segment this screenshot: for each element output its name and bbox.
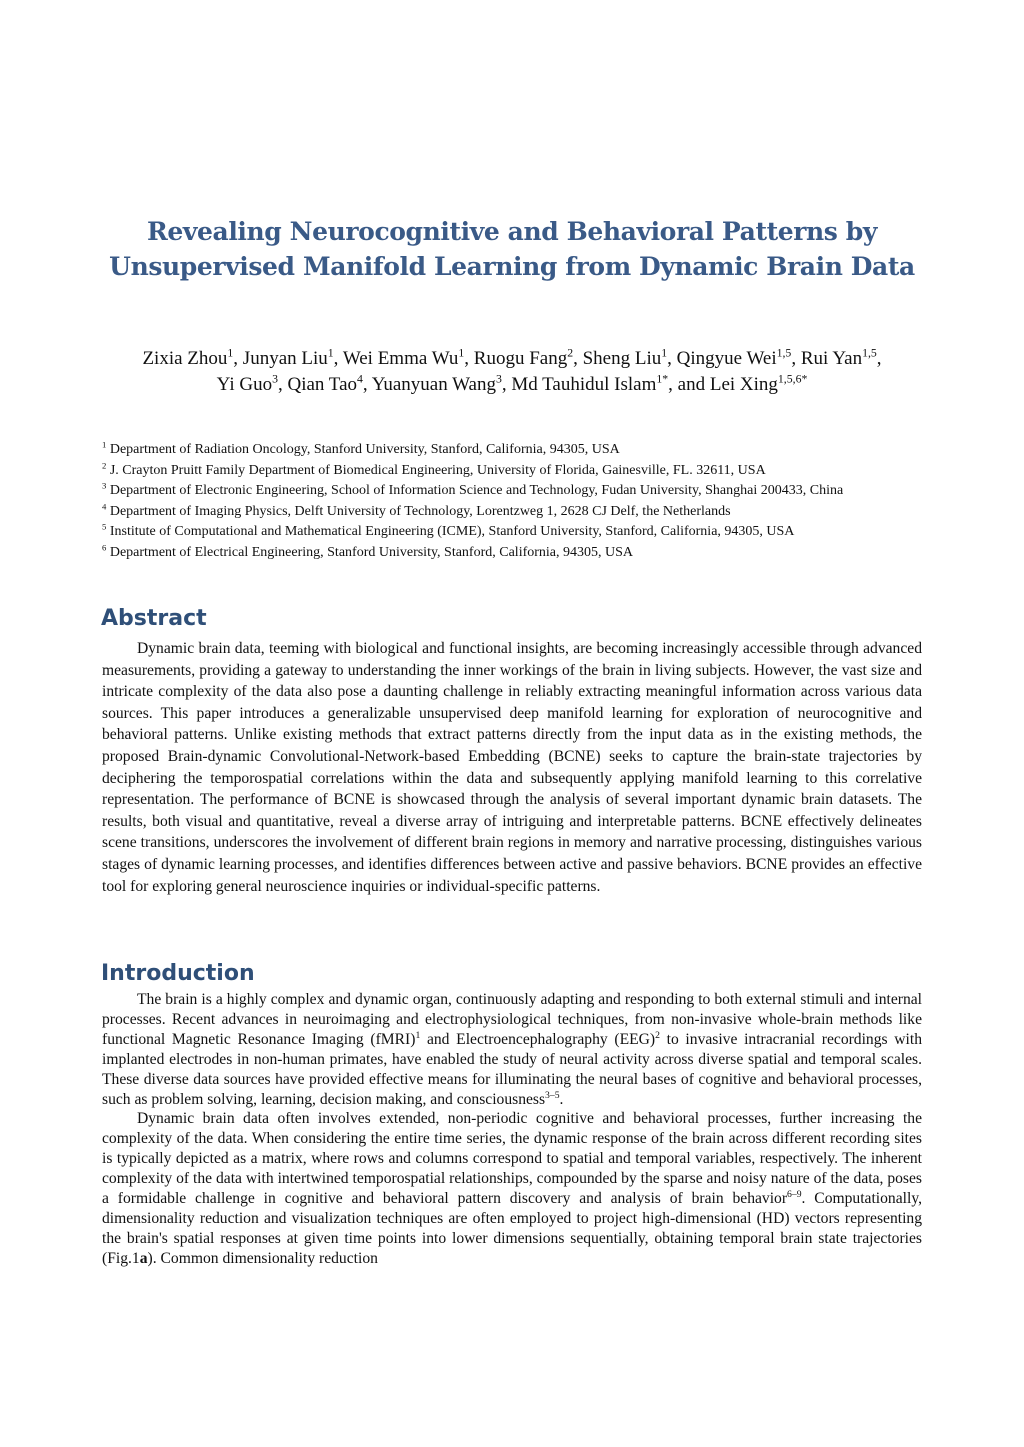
text-run: ). Common dimensionality reduction [147,1249,378,1267]
author-name: Zixia Zhou [142,348,228,369]
paper-title [60,214,964,284]
author-sep: , [667,348,677,369]
affiliation-text: Department of Imaging Physics, Delft University of Technology, Lorentzweg 1, 2628 CJ Delf, the Netherlands [106,503,731,519]
citation-sup: 3–5 [545,1089,560,1101]
author-sup: 1 [661,346,668,360]
author-sup: 1* [656,372,669,386]
author-sup: 3 [272,372,278,386]
author-sup: 4 [357,372,363,386]
author-name: Rui Yan [800,348,863,369]
affiliation-item [102,522,932,543]
abstract-heading: Abstract [101,606,207,631]
author-line-2 [60,372,964,398]
author-line-1 [60,346,964,372]
author-name: Wei Emma Wu [342,348,459,369]
author-sep: , [233,348,243,369]
citation-sup: 1 [415,1029,421,1041]
author-sup: 1 [327,346,334,360]
introduction-heading: Introduction [101,961,255,986]
affiliation-sup: 2 [102,459,107,470]
introduction-paragraph-1 [102,990,922,1109]
author-sup: 3 [495,372,502,386]
author-sep: , [277,374,288,395]
author-sup: 1 [458,346,465,360]
introduction-body [102,990,922,1269]
affiliation-item [102,481,932,502]
affiliation-list [102,440,932,564]
author-sep: , [333,348,343,369]
author-sup: 1 [227,346,234,360]
affiliation-text: Institute of Computational and Mathematical Engineering (ICME), Stanford University, Stanford, California, 94305, USA [106,524,795,540]
author-sup: 1,5 [776,346,792,360]
affiliation-sup: 4 [102,501,107,512]
abstract-paragraph: Dynamic brain data, teeming with biological and functional insights, are becoming increasingly accessible through advanced measurements, providing a gateway to understanding the inner workings of the brain in living subjects. However, the vast size and intricate complexity of the data also pose a daunting challenge in reliably extracting meaningful information across various data sources. This paper introduces a generalizable unsupervised deep manifold learning for exploration of neurocognitive and behavioral patterns. Unlike existing methods that extract patterns directly from the input data as in the existing methods, the proposed Brain-dynamic Convolutional-Network-based Embedding (BCNE) seeks to capture the brain-state trajectories by deciphering the temporospatial correlations within the data and subsequently applying manifold learning to this correlative representation. The performance of BCNE is showcased through the analysis of several important dynamic brain datasets. The results, both visual and quantitative, reveal a diverse array of intriguing and interpretable patterns. BCNE effectively delineates scene transitions, underscores the involvement of different brain regions in memory and narrative processing, distinguishes various stages of dynamic learning processes, and identifies differences between active and passive behaviors. BCNE provides an effective tool for exploring general neuroscience inquiries or individual-specific patterns. [102,640,922,895]
affiliation-item [102,543,932,564]
author-name: Qingyue Wei [676,348,777,369]
affiliation-sup: 1 [102,439,107,450]
affiliation-sup: 5 [102,521,107,532]
title-line: Unsupervised Manifold Learning from Dynamic Brain Data [109,252,915,281]
author-sup: 2 [567,346,574,360]
affiliation-sup: 3 [102,480,107,491]
author-sep: , [791,348,801,369]
author-sep: , [464,348,474,369]
affiliation-sup: 6 [102,542,107,553]
author-name: Sheng Liu [582,348,662,369]
author-sup: 1,5 [862,346,877,360]
affiliation-item [102,502,932,523]
figure-panel-ref: a [139,1249,148,1267]
author-name: Junyan Liu [242,348,328,369]
citation-sup: 6–9 [787,1188,802,1200]
author-sep: , [501,374,512,395]
author-name: Yi Guo [216,374,273,395]
introduction-paragraph-2 [102,1109,922,1268]
affiliation-text: Department of Electrical Engineering, Stanford University, Stanford, California, 94305, USA [106,544,634,560]
author-sep: , and [668,374,710,395]
text-run: . [559,1090,564,1108]
author-name: Yuanyuan Wang [371,374,496,395]
affiliation-text: Department of Radiation Oncology, Stanford University, Stanford, California, 94305, USA [106,442,620,457]
author-name: Lei Xing [709,374,778,395]
text-run: The brain is a highly complex and dynamic organ, continuously adapting and responding to both external stimuli and internal processes. Recent advances in neuroimaging and electrophysiological techniques, from non-invasive whole-brain methods like functional Magnetic Resonance Imaging (fMRI) [102,991,922,1048]
text-run: and Electroencephalography (EEG) [420,1030,656,1048]
affiliation-item [102,440,932,461]
text-run: to invasive intracranial recordings with implanted electrodes in non-human primates, have enabled the study of neural activity across diverse spatial and temporal scales. These diverse data sources have provided effective means for illuminating the neural bases of cognitive and behavioral processes, such as problem solving, learning, decision making, and consciousness [102,1030,923,1108]
abstract-body [102,638,922,897]
affiliation-text: J. Crayton Pruitt Family Department of Biomedical Engineering, University of Florida, Gainesville, FL. 32611, USA [106,462,766,478]
affiliation-item [102,461,932,482]
affiliation-text: Department of Electronic Engineering, School of Information Science and Technology, Fudan University, Shanghai 200433, China [106,483,844,499]
citation-sup: 2 [655,1029,660,1041]
author-list [60,346,964,398]
author-sup: 1,5,6* [777,372,808,386]
author-sep: , [362,374,372,395]
author-sep: , [573,348,583,369]
author-name: Md Tauhidul Islam [511,374,657,395]
author-name: Ruogu Fang [473,348,568,369]
author-sep: , [876,348,882,369]
text-run: Dynamic brain data often involves extended, non-periodic cognitive and behavioral processes, further increasing the complexity of the data. When considering the entire time series, the dynamic response of the brain across different recording sites is typically depicted as a matrix, where rows and columns correspond to spatial and temporal variables, respectively. The inherent complexity of the data with intertwined temporospatial relationships, compounded by the sparse and noisy nature of the data, poses a formidable challenge in cognitive and behavioral pattern discovery and analysis of brain behavior [102,1110,922,1208]
title-line: Revealing Neurocognitive and Behavioral Patterns by [147,217,877,246]
text-run: . Computationally, dimensionality reduction and visualization techniques are often employed to project high-dimensional (HD) vectors representing the brain's spatial responses at given time points into lower dimensions sequentially, obtaining temporal brain state trajectories (Fig.1 [102,1190,922,1267]
author-name: Qian Tao [287,374,358,395]
